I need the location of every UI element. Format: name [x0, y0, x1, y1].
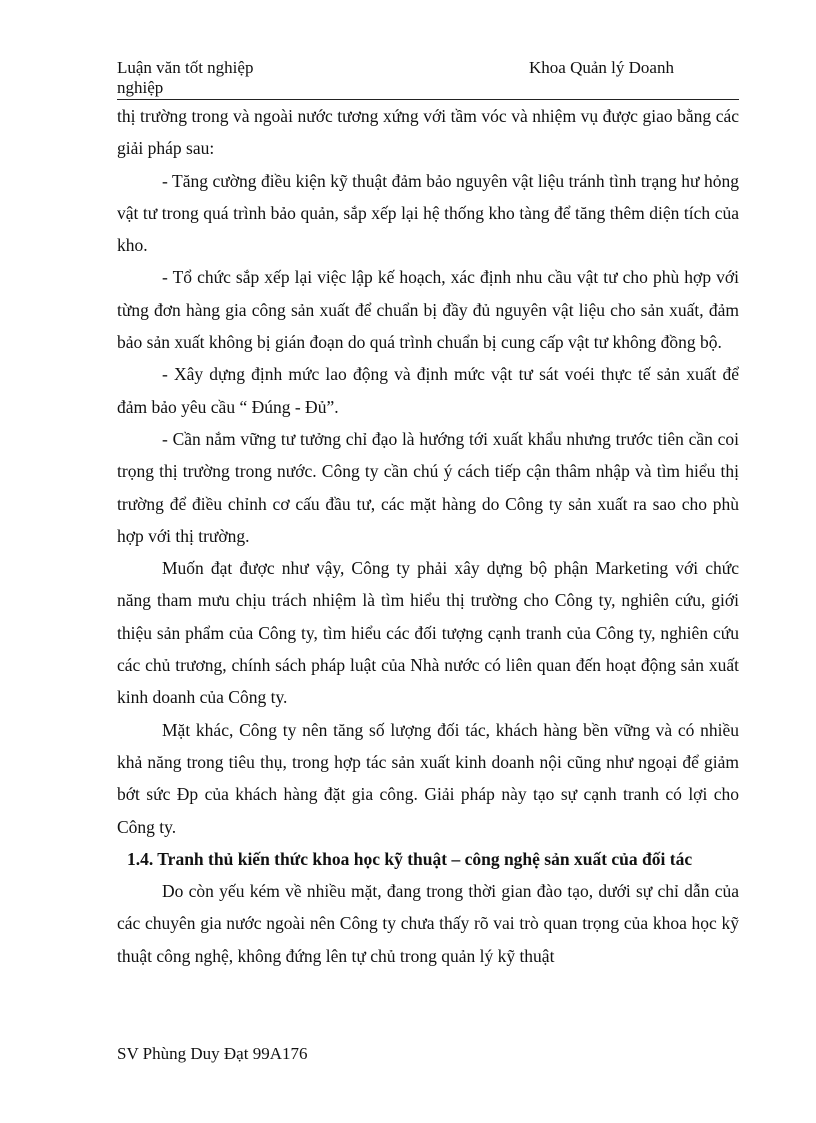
paragraph-7: Mặt khác, Công ty nên tăng số lượng đối tác, khách hàng bền vững và có nhiều khả năng trong tiêu thụ, trong hợp tác sản xuất kinh doanh nội cũng như ngoại để giảm bớt sức Ðp của khách hàng đặt gia công. Giải pháp này tạo sự cạnh tranh có lợi cho Công ty. [117, 719, 739, 837]
paragraph-4: - Xây dựng định mức lao động và định mức vật tư sát voéi thực tế sản xuất để đảm bảo yêu cầu “ Đúng - Đủ”. [117, 364, 739, 417]
header-left-title: Luận văn tốt nghiệp nghiệp [117, 58, 254, 97]
paragraph-1: thị trường trong và ngoài nước tương xứng với tầm vóc và nhiệm vụ được giao bằng các giải pháp sau: [117, 106, 739, 159]
paragraph-8: Do còn yếu kém về nhiều mặt, đang trong thời gian đào tạo, dưới sự chỉ dẫn của các chuyên gia nước ngoài nên Công ty chưa thấy rõ vai trò quan trọng của khoa học kỹ thuật công nghệ, không đứng lên tự chủ trong quản lý kỹ thuật [117, 881, 739, 966]
header-right-title: Khoa Quản lý Doanh [529, 58, 674, 77]
paragraph-6: Muốn đạt được như vậy, Công ty phải xây dựng bộ phận Marketing với chức năng tham mưu chịu trách nhiệm là tìm hiểu thị trường cho Công ty, nghiên cứu, giới thiệu sản phẩm của Công ty, tìm hiểu các đối tượng cạnh tranh của Công ty, nghiên cứu các chủ trương, chính sách pháp luật của Nhà nước có liên quan đến hoạt động sản xuất kinh doanh của Công ty. [117, 558, 739, 708]
page-body [117, 100, 739, 972]
section-heading: 1.4. Tranh thủ kiến thức khoa học kỹ thuật – công nghệ sản xuất của đối tác [127, 848, 693, 869]
footer-author: SV Phùng Duy Đạt 99A176 [117, 1044, 308, 1063]
paragraph-5: - Cần nắm vững tư tưởng chỉ đạo là hướng tới xuất khẩu nhưng trước tiên cần coi trọng thị trường trong nước. Công ty cần chú ý cách tiếp cận thâm nhập và tìm hiểu thị trường để điều chỉnh cơ cấu đầu tư, các mặt hàng do Công ty sản xuất ra sao cho phù hợp với thị trường. [117, 428, 739, 546]
paragraph-3: - Tổ chức sắp xếp lại việc lập kế hoạch, xác định nhu cầu vật tư cho phù hợp với từng đơn hàng gia công sản xuất để chuẩn bị đầy đủ nguyên vật liệu cho sản xuất, đảm bảo sản xuất không bị gián đoạn do quá trình chuẩn bị cung cấp vật tư không đồng bộ. [117, 267, 739, 353]
paragraph-2: - Tăng cường điều kiện kỹ thuật đảm bảo nguyên vật liệu tránh tình trạng hư hỏng vật tư trong quá trình bảo quản, sắp xếp lại hệ thống kho tàng để tăng thêm diện tích của kho. [117, 170, 739, 256]
